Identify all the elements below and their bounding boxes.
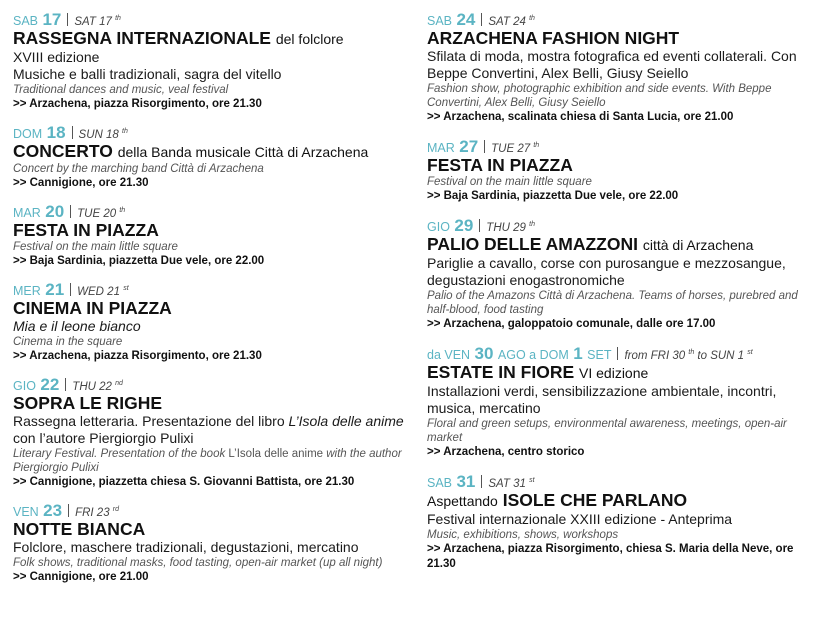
event-description: Musiche e balli tradizionali, sagra del vitello: [13, 66, 282, 82]
event-description-en: Folk shows, traditional masks, food tasting, open-air market (up all night): [13, 557, 383, 569]
event-date: [13, 501, 408, 518]
event-description: Installazioni verdi, sensibilizzazione ambientale, incontri, musica, mercatino: [427, 383, 777, 416]
date-from-it: da VEN: [427, 347, 471, 362]
event-date: [427, 137, 817, 154]
right-column: [427, 10, 817, 572]
date-weekday-it: MAR: [427, 140, 455, 155]
date-weekday-it: GIO: [13, 378, 36, 393]
event-sab-24: [427, 10, 817, 125]
event-gio-22: [13, 375, 408, 490]
event-date: [13, 202, 408, 219]
date-month-end: SET: [587, 347, 612, 362]
event-mer-21: [13, 280, 408, 364]
event-location: >> Baja Sardinia, piazzetta Due vele, ore 22.00: [13, 255, 265, 267]
date-weekday-it: SAB: [13, 13, 39, 28]
event-location: >> Arzachena, piazza Risorgimento, ore 21.30: [13, 350, 262, 362]
date-weekday-it: MAR: [13, 205, 41, 220]
event-location: >> Baja Sardinia, piazzetta Due vele, ore 22.00: [427, 190, 679, 202]
event-title: RASSEGNA INTERNAZIONALE del folclore: [13, 28, 344, 48]
event-location: >> Cannigione, ore 21.00: [13, 571, 149, 583]
event-date: [427, 472, 817, 489]
date-separator: [481, 13, 482, 26]
event-description-en: Traditional dances and music, veal festival: [13, 84, 229, 96]
date-en: FRI 23 $^{rd}$: [75, 506, 120, 519]
event-description-en: Palio of the Amazons Città di Arzachena. Teams of horses, purebred and half-blood, food tasting: [427, 290, 798, 316]
date-weekday-it: GIO: [427, 219, 450, 234]
event-location: >> Arzachena, galoppatoio comunale, dalle ore 17.00: [427, 318, 716, 330]
date-separator: [70, 283, 71, 296]
date-separator: [70, 205, 71, 218]
event-description: Festival internazionale XXIII edizione - Anteprima: [427, 511, 733, 527]
date-mid-it: AGO a DOM: [497, 347, 569, 362]
date-en: SAT 24 $^{th}$: [488, 15, 535, 28]
event-ven-23: [13, 501, 408, 585]
date-separator: [481, 475, 482, 488]
event-mar-20: [13, 202, 408, 269]
event-title: ESTATE IN FIORE VI edizione: [427, 362, 649, 382]
date-day-number: 20: [45, 201, 65, 221]
event-mar-27: [427, 137, 817, 204]
event-title: SOPRA LE RIGHE: [13, 393, 163, 413]
date-day-number: 29: [454, 215, 474, 235]
event-description: Sfilata di moda, mostra fotografica ed eventi collaterali. Con Beppe Convertini, Alex Belli, Giusy Seiello: [427, 48, 797, 81]
date-day-number: 27: [459, 136, 479, 156]
left-column: [13, 10, 408, 585]
event-description: Mia e il leone bianco: [13, 318, 141, 334]
date-en: THU 22 $^{nd}$: [72, 380, 123, 393]
date-day-number: 21: [45, 279, 65, 299]
event-location: >> Arzachena, piazza Risorgimento, ore 21.30: [13, 98, 262, 110]
event-ven-30-dom-1: [427, 344, 817, 460]
event-title: ARZACHENA FASHION NIGHT: [427, 28, 680, 48]
event-description-en: Music, exhibitions, shows, workshops: [427, 529, 619, 541]
event-date: [427, 344, 817, 361]
date-day-number: 23: [43, 500, 63, 520]
event-date: [427, 10, 817, 27]
event-gio-29: [427, 216, 817, 332]
event-description: Rassegna letteraria. Presentazione del libro L’Isola delle anime con l’autore Piergiorgio Pulixi: [13, 413, 404, 446]
event-title: FESTA IN PIAZZA: [13, 220, 159, 240]
date-weekday-it: MER: [13, 283, 41, 298]
event-date: [13, 375, 408, 392]
date-en: from FRI 30 $^{th}$ to SUN 1 $^{st}$: [624, 349, 753, 362]
date-weekday-it: SAB: [427, 13, 453, 28]
event-location: >> Cannigione, ore 21.30: [13, 177, 149, 189]
date-en: TUE 27 $^{th}$: [491, 142, 540, 155]
date-weekday-it: SAB: [427, 475, 453, 490]
event-location: >> Arzachena, piazza Risorgimento, chiesa S. Maria della Neve, ore 21.30: [427, 543, 794, 570]
event-title: Aspettando ISOLE CHE PARLANO: [427, 490, 688, 510]
date-separator: [65, 378, 66, 391]
event-date: [13, 123, 408, 140]
date-day-number: 22: [40, 374, 60, 394]
date-en: THU 29 $^{th}$: [486, 221, 535, 234]
event-location: >> Cannigione, piazzetta chiesa S. Giovanni Battista, ore 21.30: [13, 476, 355, 488]
event-title: PALIO DELLE AMAZZONI città di Arzachena: [427, 234, 754, 254]
date-weekday-it: DOM: [13, 126, 43, 141]
event-date: [427, 216, 817, 233]
event-description-en: Concert by the marching band Città di Arzachena: [13, 163, 264, 175]
event-sab-31: [427, 472, 817, 572]
date-separator: [67, 13, 68, 26]
date-day-number: 24: [456, 9, 476, 29]
date-separator: [68, 504, 69, 517]
event-description-en: Festival on the main little square: [427, 176, 592, 188]
date-en: WED 21 $^{st}$: [77, 285, 129, 298]
date-weekday-it: VEN: [13, 504, 39, 519]
event-description-en: Literary Festival. Presentation of the book L’Isola delle anime with the author Piergiorgio Pulixi: [13, 448, 402, 474]
event-edition: XVIII edizione: [13, 49, 100, 65]
date-en: SUN 18 $^{th}$: [78, 128, 128, 141]
date-separator: [617, 347, 618, 360]
event-date: [13, 10, 408, 27]
event-location: >> Arzachena, scalinata chiesa di Santa Lucia, ore 21.00: [427, 111, 734, 123]
event-title: CONCERTO della Banda musicale Città di Arzachena: [13, 141, 369, 161]
event-description: Folclore, maschere tradizionali, degustazioni, mercatino: [13, 539, 359, 555]
event-description-en: Cinema in the square: [13, 336, 123, 348]
date-separator: [484, 140, 485, 153]
event-description-en: Festival on the main little square: [13, 241, 178, 253]
event-description-en: Fashion show, photographic exhibition and side events. With Beppe Convertini, Alex Belli, Giusy Seiello: [427, 83, 772, 109]
event-title: FESTA IN PIAZZA: [427, 155, 573, 175]
event-description: Pariglie a cavallo, corse con purosangue e mezzosangue, degustazioni enogastronomiche: [427, 255, 786, 288]
event-description-en: Floral and green setups, environmental awareness, meetings, open-air market: [427, 418, 787, 444]
date-separator: [72, 126, 73, 139]
date-day-number: 17: [42, 9, 62, 29]
event-title: NOTTE BIANCA: [13, 519, 146, 539]
date-day-number: 30: [474, 343, 494, 363]
date-day-number-end: 1: [573, 343, 583, 363]
date-day-number: 31: [456, 471, 476, 491]
date-separator: [479, 219, 480, 232]
date-en: SAT 31 $^{st}$: [488, 477, 535, 490]
date-en: SAT 17 $^{th}$: [74, 15, 121, 28]
event-dom-18: [13, 123, 408, 191]
event-title: CINEMA IN PIAZZA: [13, 298, 172, 318]
event-sab-17: [13, 10, 408, 112]
event-location: >> Arzachena, centro storico: [427, 446, 585, 458]
date-en: TUE 20 $^{th}$: [77, 207, 126, 220]
date-day-number: 18: [46, 122, 66, 142]
event-date: [13, 280, 408, 297]
